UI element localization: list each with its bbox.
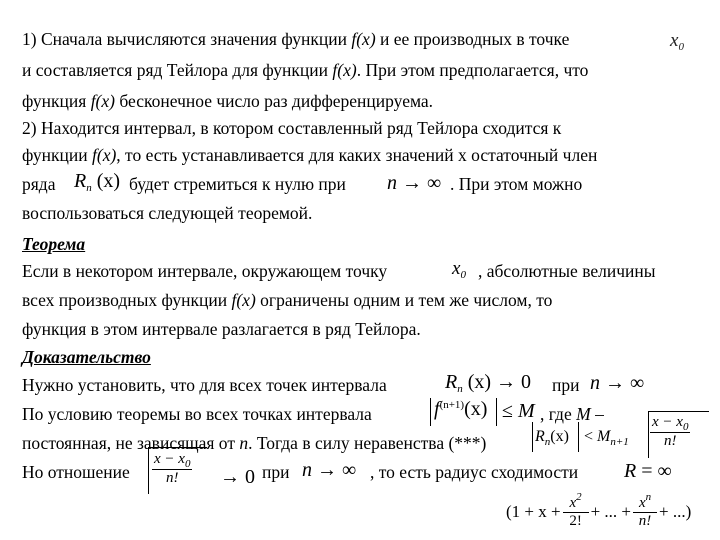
text-segment: функция (22, 91, 91, 111)
abs-bar (532, 422, 533, 452)
line-2 (22, 59, 588, 81)
math-x0-inline: $x_0$ (452, 258, 466, 281)
line-9b: , абсолютные величины (478, 261, 656, 281)
line-3 (22, 90, 433, 112)
line-4 (22, 117, 561, 139)
line-10: всех производных функции f(x) ограничены одним и тем же числом, то (22, 290, 553, 310)
line-5 (22, 144, 597, 166)
line-1 (22, 28, 569, 50)
math-n-to-inf: n → ∞ (590, 372, 645, 394)
exp-series-formula: (1 + x + $x^2$ 2! + ... + $x^n$ n! + ...) (506, 491, 692, 529)
line-14a: По условию теоремы во всех точках интервала (22, 404, 372, 424)
math-fraction-ratio: $x - x_0$ n! (652, 414, 689, 449)
math-Rn-x: $R_n$ (x) (74, 170, 121, 194)
text-segment: , то есть устанавливается для каких значений х остаточный член (116, 145, 598, 165)
math-leq-M: ≤ M (502, 400, 535, 422)
line-15: постоянная, не зависящая от n. Тогда в силу неравенства (***) (22, 433, 487, 453)
abs-bar-right (496, 398, 497, 426)
line-14b: , где M – (540, 404, 604, 424)
math-lt-M: < $M_{n+1}$ (584, 428, 629, 448)
function-fx: f(x) (92, 145, 117, 165)
math-to-zero: → 0 (220, 466, 255, 488)
math-Rn-to-0: $R_n$ (x) → 0 (445, 371, 532, 395)
proof-heading: Доказательство (22, 347, 151, 367)
abs-bar (578, 422, 579, 452)
line-13b: при (552, 375, 580, 395)
text-segment: . При этом предполагается, что (356, 60, 589, 80)
math-n-to-inf: n → ∞ (302, 459, 357, 481)
abs-bar-left (430, 398, 431, 426)
math-x0: $x_0$ (670, 30, 684, 53)
line-16b: при (262, 462, 290, 482)
line-9a: Если в некотором интервале, окружающем точку (22, 261, 388, 281)
line-6c: . При этом можно (450, 174, 583, 194)
text-segment: 2) Находится интервал, в котором составленный ряд Тейлора сходится к (22, 118, 562, 138)
line-16c: , то есть радиус сходимости (370, 462, 579, 482)
theorem-heading: Теорема (22, 234, 86, 254)
function-fx: f(x) (332, 60, 357, 80)
line-6b: будет стремиться к нулю при (129, 174, 346, 194)
line-7: воспользоваться следующей теоремой. (22, 203, 313, 223)
line-13a: Нужно установить, что для всех точек интервала (22, 375, 387, 395)
math-Rn-abs: $R_n(x)$ (535, 428, 569, 448)
text-segment: и составляется ряд Тейлора для функции (22, 60, 333, 80)
math-derivative-bound: $f^{(n+1)}(x)$ (434, 398, 488, 420)
function-fx: f(x) (351, 29, 376, 49)
function-fx: f(x) (231, 290, 256, 310)
text-segment: бесконечное число раз дифференцируема. (114, 91, 434, 111)
line-16a: Но отношение (22, 462, 130, 482)
text-segment: и ее производных в точке (375, 29, 570, 49)
text-segment: 1) Сначала вычисляются значения функции (22, 29, 352, 49)
function-fx: f(x) (90, 91, 115, 111)
line-6a: ряда (22, 174, 56, 194)
math-R-eq-inf: R = ∞ (624, 460, 672, 482)
text-segment: функции (22, 145, 92, 165)
math-fraction-ratio: $x - x_0$ n! (154, 451, 191, 486)
line-11: функция в этом интервале разлагается в ряд Тейлора. (22, 319, 421, 339)
math-n-to-inf: n → ∞ (387, 172, 442, 194)
